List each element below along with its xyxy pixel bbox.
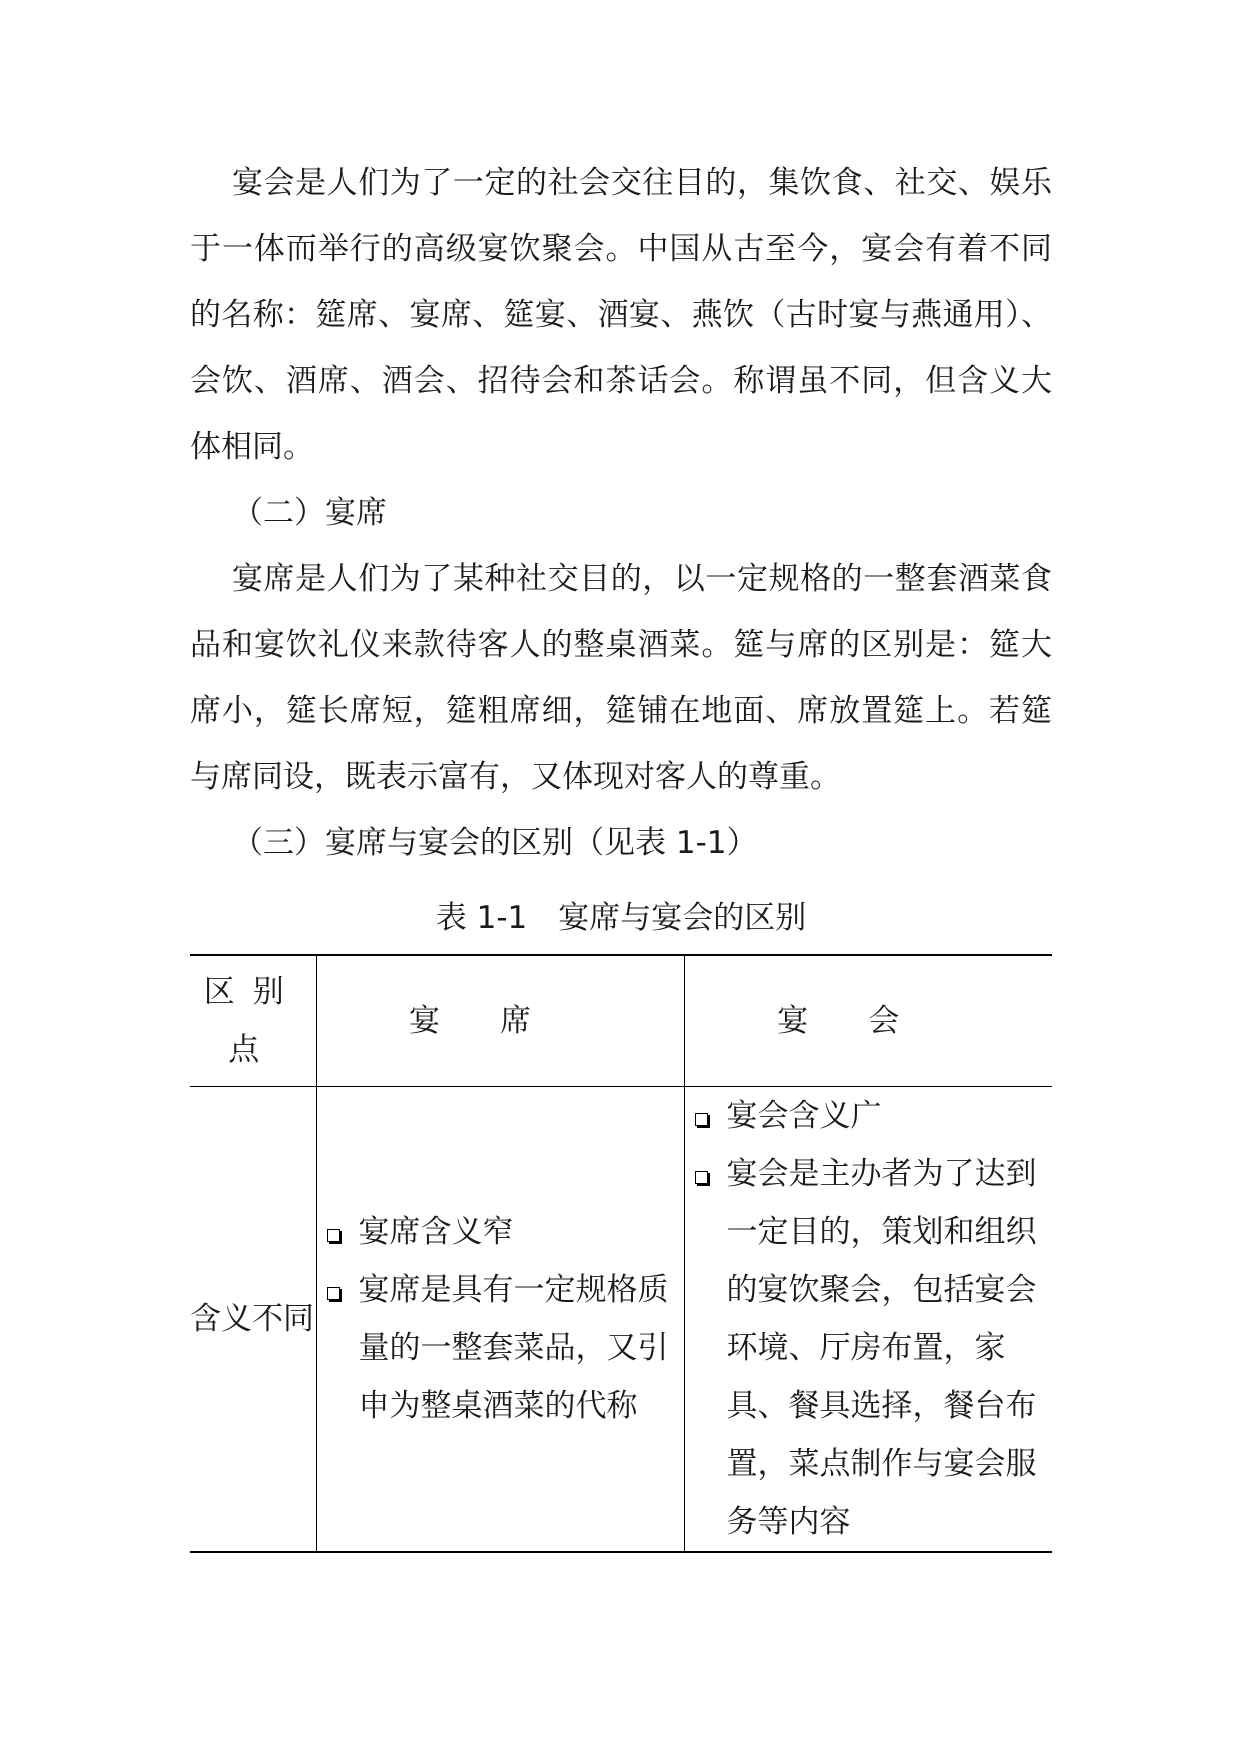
checkbox-bullet-icon [695, 1113, 708, 1126]
table-header-row [190, 955, 1052, 1087]
list-item: 宴席含义窄 [323, 1203, 680, 1261]
list-item: 宴席是具有一定规格质量的一整套菜品，又引申为整桌酒菜的代称 [323, 1261, 680, 1435]
paragraph-banquet-definition: 宴会是人们为了一定的社会交往目的，集饮食、社交、娱乐于一体而举行的高级宴饮聚会。中国从古至今，宴会有着不同的名称：筵席、宴席、筵宴、酒宴、燕饮（古时宴与燕通用）、会饮、酒席、酒会、招待会和茶话会。称谓虽不同，但含义大体相同。 [190, 165, 1052, 465]
section-heading-3: （三）宴席与宴会的区别（见表 1-1） [232, 825, 758, 861]
row-key-cell: 含义不同 [190, 1087, 316, 1553]
header-feast: 宴席 [316, 955, 684, 1087]
banquet-bullet-list [685, 1087, 1053, 1551]
paragraph-feast-definition: 宴席是人们为了某种社交目的，以一定规格的一整套酒菜食品和宴饮礼仪来款待客人的整桌酒菜。筵与席的区别是：筵大席小，筵长席短，筵粗席细，筵铺在地面、席放置筵上。若筵与席同设，既表示富有，又体现对客人的尊重。 [190, 561, 1052, 795]
section-heading-2: （二）宴席 [232, 495, 387, 531]
list-item: 宴会含义广 [691, 1087, 1049, 1145]
table-row [190, 1087, 1052, 1553]
document-page [190, 150, 1052, 1553]
checkbox-bullet-icon [327, 1287, 340, 1300]
feast-cell [316, 1087, 684, 1553]
feast-bullet-list [317, 1203, 684, 1435]
table-caption: 表 1-1 宴席与宴会的区别 [435, 900, 807, 936]
list-item: 宴会是主办者为了达到一定目的，策划和组织的宴饮聚会，包括宴会环境、厅房布置，家具、餐具选择，餐台布置，菜点制作与宴会服务等内容 [691, 1145, 1049, 1551]
header-banquet: 宴会 [684, 955, 1052, 1087]
header-difference-point: 区别点 [190, 955, 316, 1087]
checkbox-bullet-icon [695, 1171, 708, 1184]
comparison-table [190, 954, 1052, 1553]
banquet-cell [684, 1087, 1052, 1553]
checkbox-bullet-icon [327, 1229, 340, 1242]
